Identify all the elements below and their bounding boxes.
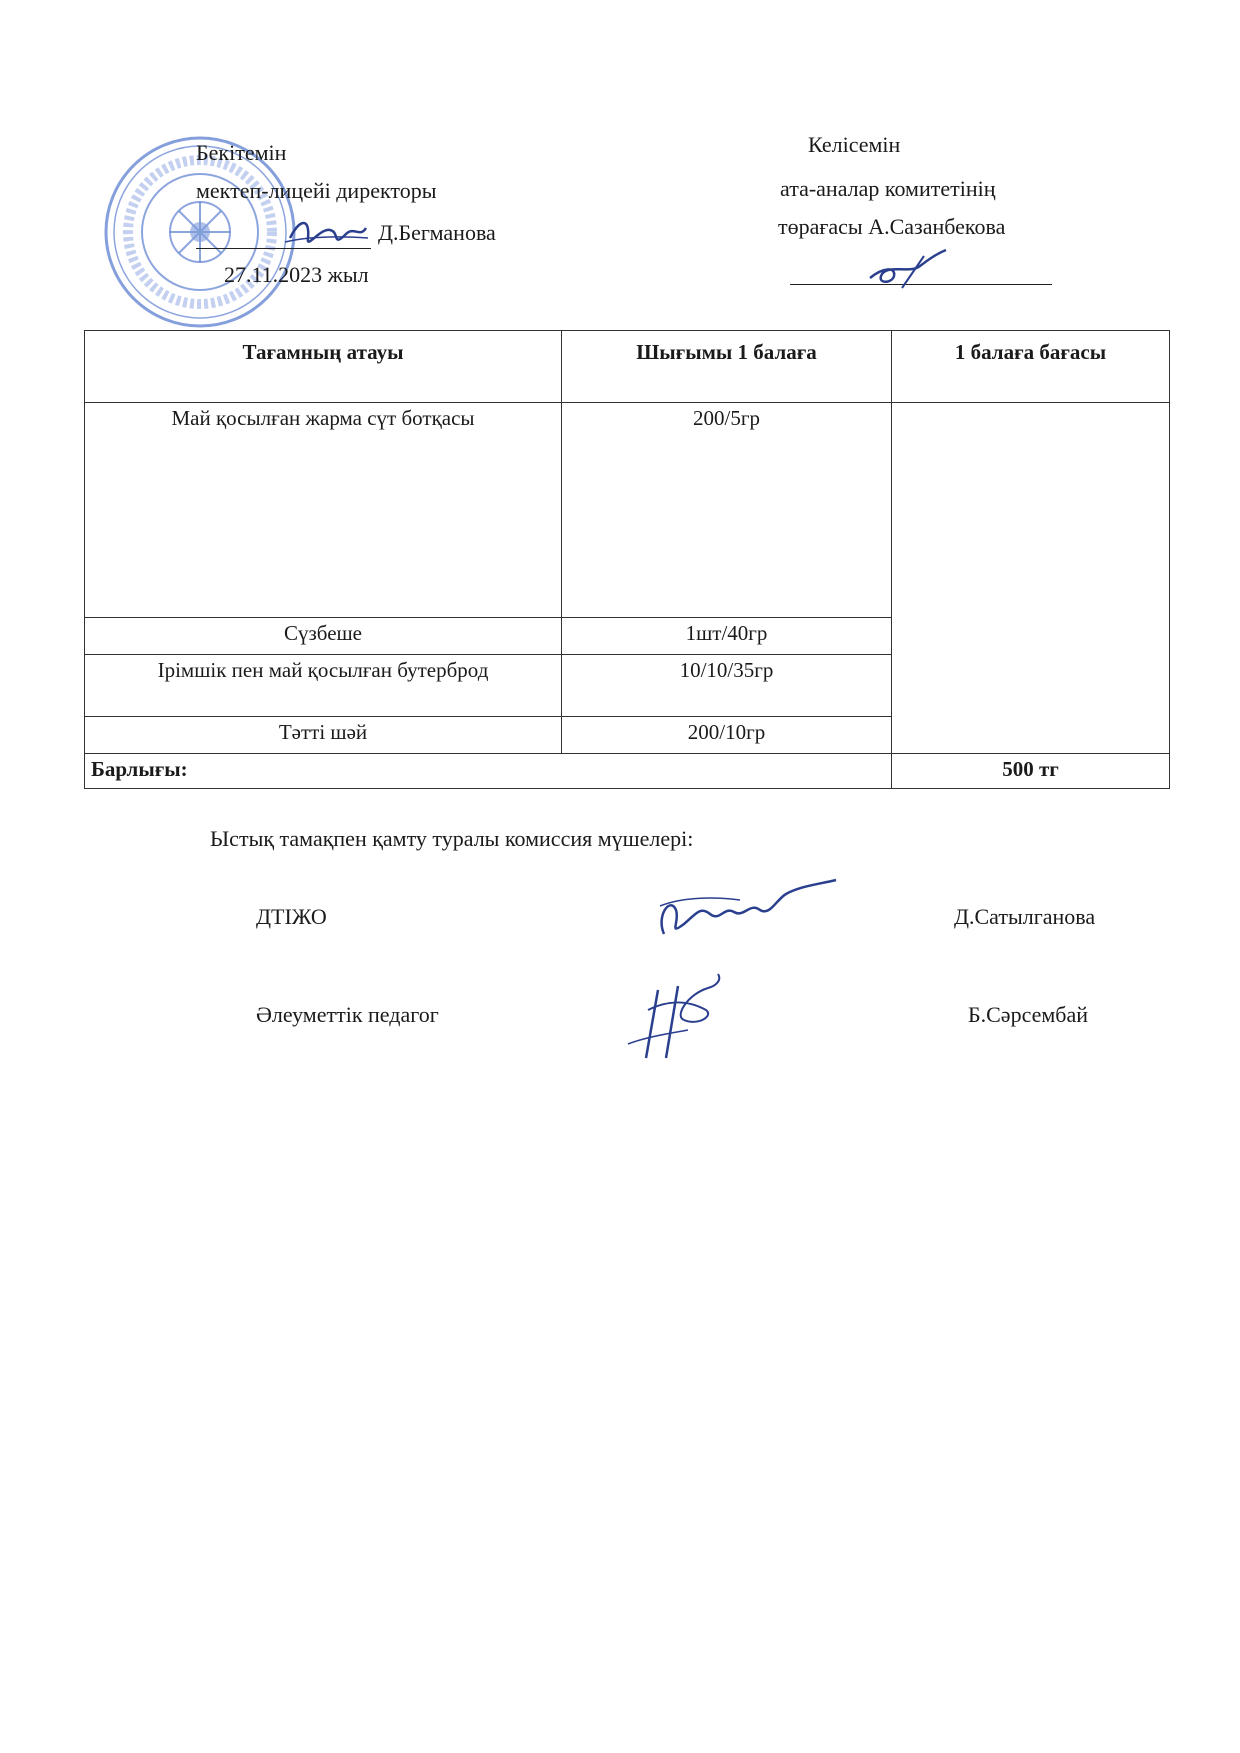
member-name: Б.Сәрсембай — [968, 1002, 1089, 1027]
member-signature — [650, 876, 840, 942]
header-dish-name: Тағамның атауы — [85, 331, 562, 403]
header-price: 1 балаға бағасы — [892, 331, 1170, 403]
member-role: ДТІЖО — [256, 904, 327, 929]
dish-yield: 200/5гр — [562, 403, 892, 618]
dish-name: Ірімшік пен май қосылған бутерброд — [85, 654, 562, 716]
total-label: Барлығы: — [85, 753, 892, 788]
commission-title: Ыстық тамақпен қамту туралы комиссия мүшелері: — [210, 826, 694, 851]
table-total-row — [85, 753, 1170, 788]
director-name: Д.Бегманова — [378, 220, 496, 245]
member-signature — [618, 970, 728, 1066]
dish-yield: 1шт/40гр — [562, 617, 892, 654]
total-value: 500 тг — [892, 753, 1170, 788]
table-row — [85, 403, 1170, 618]
header-yield: Шығымы 1 балаға — [562, 331, 892, 403]
dish-yield: 200/10гр — [562, 716, 892, 753]
price-cell — [892, 403, 1170, 754]
table-header-row — [85, 331, 1170, 403]
member-name: Д.Сатылганова — [954, 904, 1096, 929]
member-role: Әлеуметтік педагог — [256, 1002, 439, 1027]
director-signature — [280, 208, 370, 258]
dish-yield: 10/10/35гр — [562, 654, 892, 716]
agree-chairperson: төрағасы А.Сазанбекова — [778, 214, 1006, 239]
chairperson-signature — [862, 248, 952, 294]
dish-name: Тәтті шәй — [85, 716, 562, 753]
dish-name: Май қосылған жарма сүт ботқасы — [85, 403, 562, 618]
approve-position: мектеп-лицейі директоры — [196, 178, 437, 203]
approve-heading: Бекітемін — [196, 140, 287, 165]
approve-date: 27.11.2023 жыл — [224, 262, 369, 287]
agree-heading: Келісемін — [808, 132, 901, 157]
agree-position: ата-аналар комитетінің — [780, 176, 996, 201]
dish-name: Сүзбеше — [85, 617, 562, 654]
menu-table — [84, 330, 1170, 789]
